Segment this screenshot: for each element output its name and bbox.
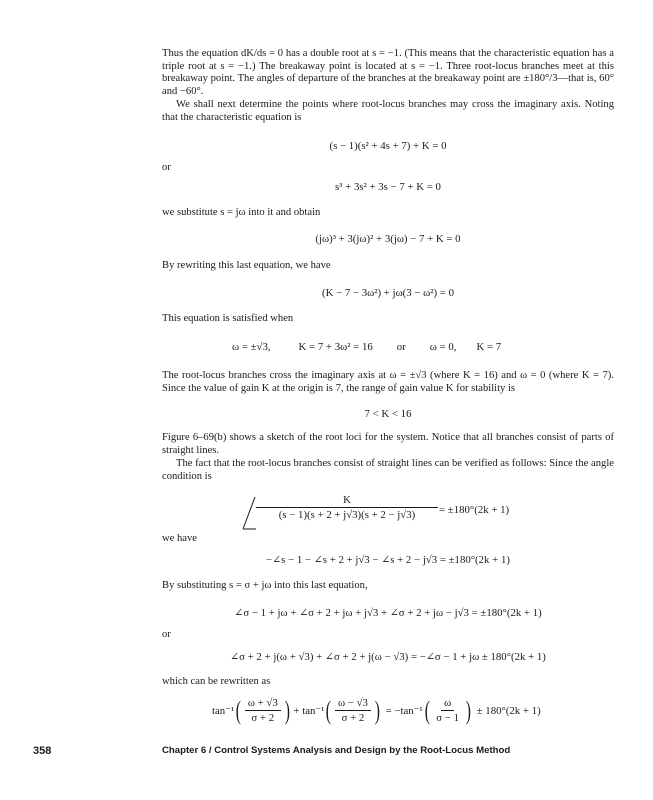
paragraph-we-have: we have: [162, 533, 197, 544]
paren-open: (: [424, 695, 430, 725]
paragraph-figure: Figure 6–69(b) shows a sketch of the root loci for the system. Notice that all branches consist of parts of straight lines.: [162, 432, 614, 456]
label-or-1: or: [162, 162, 171, 173]
angle-symbol: [242, 496, 256, 530]
equation-solutions: [232, 341, 501, 353]
angle-condition-rhs: = ±180°(2k + 1): [439, 504, 510, 516]
arctan-fraction-3: [433, 697, 462, 724]
fraction-denominator: σ − 1: [436, 712, 459, 724]
fraction-denominator: σ + 2: [251, 712, 275, 724]
equation-jw: (jω)³ + 3(jω)² + 3(jω) − 7 + K = 0: [315, 233, 461, 245]
equation-sigma-rearranged: ∠σ + 2 + j(ω + √3) + ∠σ + 2 + j(ω − √3) = −∠σ − 1 + jω ± 180°(2k + 1): [230, 651, 546, 663]
paragraph-substitute: we substitute s = jω into it and obtain: [162, 207, 321, 218]
paragraph-breakaway: Thus the equation dK/ds = 0 has a double root at s = −1. (This means that the characteristic equation has a triple root at s = −1.) The breakaway point is located at s = −1. Three root-locus branches meet at this breakaway point. The angles of departure of the branches at the breakaway point are ±180°/3—that is, 60° and −60°.: [162, 48, 614, 97]
fraction-numerator: ω − √3: [335, 697, 371, 711]
eq-k-7: K = 7: [476, 341, 502, 353]
eq-arctan-rhs: ± 180°(2k + 1): [476, 704, 541, 717]
equation-stability-range: 7 < K < 16: [364, 408, 412, 420]
fraction-numerator: K: [256, 494, 438, 508]
paren-open: (: [326, 695, 332, 725]
paragraph-imag-axis-intro: We shall next determine the points where root-locus branches may cross the imaginary axis. Noting that the characteristic equation is: [162, 99, 614, 123]
eq-omega-sqrt3: ω = ±√3,: [232, 341, 271, 353]
eq-omega-zero: ω = 0,: [429, 341, 457, 353]
eq-plus-tan-inv: + tan⁻¹: [293, 705, 325, 717]
equation-arctan: [212, 697, 541, 724]
eq-tan-inv-1: tan⁻¹: [212, 705, 235, 717]
label-or-2: or: [162, 629, 171, 640]
eq-k-16: K = 7 + 3ω² = 16: [298, 341, 373, 353]
arctan-fraction-1: [245, 697, 281, 724]
fraction-denominator: (s − 1)(s + 2 + j√3)(s + 2 − j√3): [278, 509, 416, 521]
page-number: 358: [33, 745, 52, 757]
paren-open: (: [235, 695, 242, 725]
paragraph-fact: The fact that the root-locus branches consist of straight lines can be verified as follows: Since the angle condition is: [162, 458, 614, 482]
fraction-numerator: ω: [441, 697, 454, 711]
equation-sigma-sub: ∠σ − 1 + jω + ∠σ + 2 + jω + j√3 + ∠σ + 2 + jω − j√3 = ±180°(2k + 1): [234, 607, 542, 619]
paragraph-rewritten: which can be rewritten as: [162, 676, 271, 687]
running-footer: Chapter 6 / Control Systems Analysis and Design by the Root-Locus Method: [162, 745, 511, 756]
paragraph-rewriting: By rewriting this last equation, we have: [162, 260, 331, 271]
equation-real-imag: (K − 7 − 3ω²) + jω(3 − ω²) = 0: [321, 287, 454, 299]
equation-expanded: s³ + 3s² + 3s − 7 + K = 0: [335, 181, 441, 193]
paragraph-crossing: The root-locus branches cross the imaginary axis at ω = ±√3 (where K = 16) and ω = 0 (where K = 7). Since the value of gain K at the origin is 7, the range of gain value K for stability is: [162, 370, 614, 394]
eq-neg-tan-inv: = −tan⁻¹: [385, 705, 423, 717]
paragraph-satisfied: This equation is satisfied when: [162, 313, 294, 324]
paren-close: ): [374, 695, 380, 725]
paragraph-by-substituting: By substituting s = σ + jω into this last equation,: [162, 580, 368, 591]
equation-angle-sum: −∠s − 1 − ∠s + 2 + j√3 − ∠s + 2 − j√3 = ±180°(2k + 1): [266, 554, 510, 566]
fraction-denominator: σ + 2: [341, 712, 365, 724]
paren-close: ): [284, 695, 290, 725]
arctan-fraction-2: [335, 697, 371, 724]
angle-fraction: [256, 494, 438, 521]
equation-characteristic: (s − 1)(s² + 4s + 7) + K = 0: [329, 140, 447, 152]
paren-close: ): [465, 695, 471, 725]
fraction-numerator: ω + √3: [245, 697, 281, 711]
eq-or: or: [396, 341, 406, 353]
